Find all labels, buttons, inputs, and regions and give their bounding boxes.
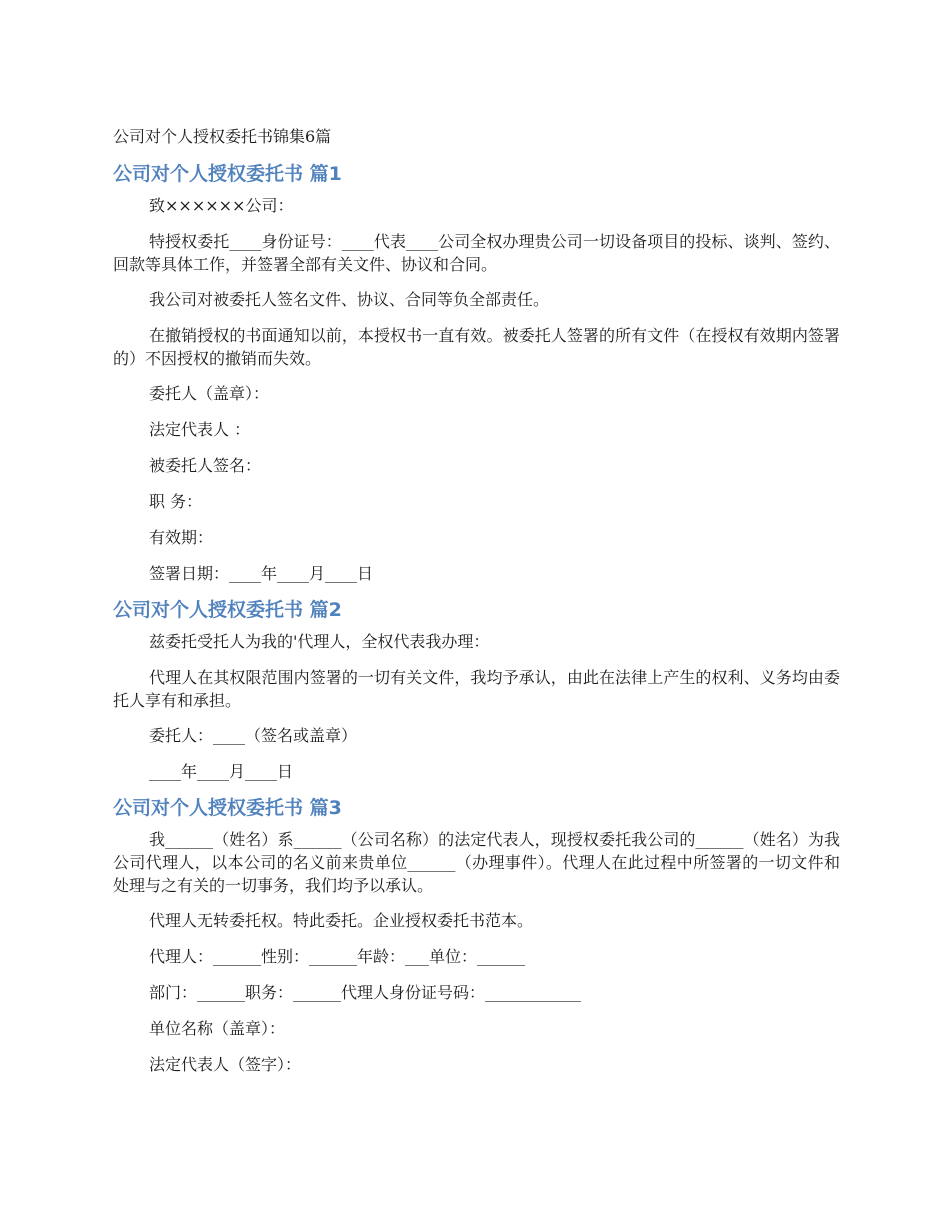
paragraph: 我公司对被委托人签名文件、协议、合同等负全部责任。	[149, 290, 550, 309]
paragraph: 被委托人签名：	[149, 456, 262, 475]
paragraph: 代理人无转委托权。特此委托。企业授权委托书范本。	[149, 911, 534, 930]
paragraph: 在撤销授权的书面通知以前，本授权书一直有效。被委托人签署的所有文件（在授权有效期内签署的）不因授权的撤销而失效。	[113, 326, 840, 368]
section-1	[113, 159, 840, 585]
paragraph: 有效期：	[149, 528, 214, 547]
paragraph: ____年____月____日	[149, 762, 294, 781]
section-heading: 公司对个人授权委托书 篇2	[113, 599, 342, 621]
paragraph: 兹委托受托人为我的'代理人，全权代表我办理：	[149, 632, 490, 651]
paragraph: 我______（姓名）系______（公司名称）的法定代表人，现授权委托我公司的______（姓名）为我公司代理人，以本公司的名义前来贵单位______（办理事件）。代理人在此过程中所签署的一切文件和处理与之有关的一切事务，我们均予以承认。	[113, 830, 840, 895]
section-heading: 公司对个人授权委托书 篇3	[113, 797, 342, 819]
paragraph: 委托人：____（签名或盖章）	[149, 726, 358, 745]
paragraph: 代理人在其权限范围内签署的一切有关文件，我均予承认，由此在法律上产生的权利、义务均由委托人享有和承担。	[113, 668, 840, 710]
paragraph: 部门：______职务：______代理人身份证号码：____________	[149, 983, 582, 1002]
paragraph: 职 务：	[149, 492, 203, 511]
paragraph: 特授权委托____身份证号：____代表____公司全权办理贵公司一切设备项目的投标、谈判、签约、回款等具体工作，并签署全部有关文件、协议和合同。	[113, 232, 840, 274]
paragraph: 法定代表人 ：	[149, 420, 251, 439]
section-heading: 公司对个人授权委托书 篇1	[113, 163, 342, 185]
paragraph: 单位名称（盖章）：	[149, 1019, 286, 1038]
document-title: 公司对个人授权委托书锦集6篇	[113, 127, 332, 146]
section-2	[113, 595, 840, 783]
paragraph: 法定代表人（签字）：	[149, 1055, 302, 1074]
paragraph: 代理人：______性别：______年龄：___单位：______	[149, 947, 526, 966]
paragraph: 致××××××公司：	[149, 196, 294, 215]
paragraph: 签署日期：____年____月____日	[149, 564, 374, 583]
section-3	[113, 793, 840, 1076]
paragraph: 委托人（盖章）：	[149, 384, 270, 403]
